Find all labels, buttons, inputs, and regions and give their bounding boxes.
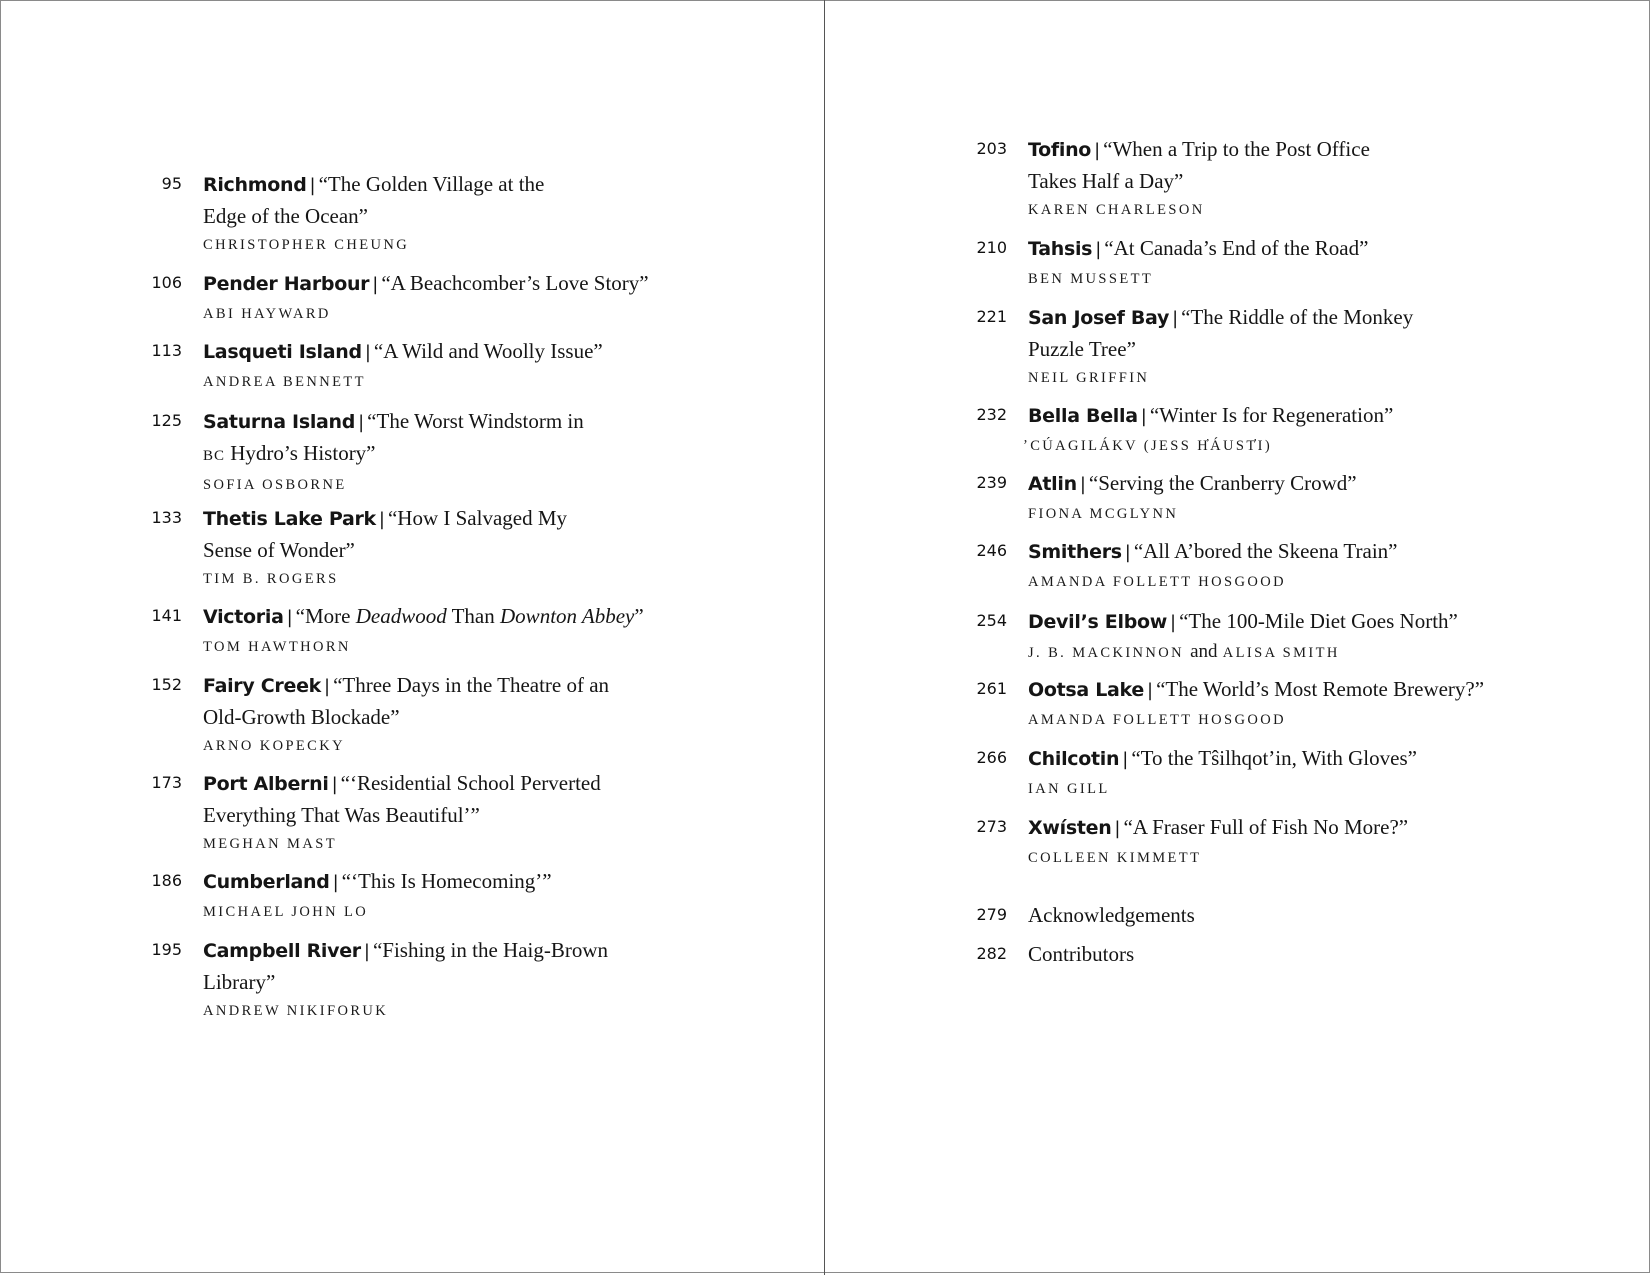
essay-title-line: “How I Salvaged My [387, 506, 568, 530]
author-name: J. B. MACKINNON [1028, 645, 1185, 661]
toc-entry[interactable] [965, 233, 1525, 293]
page-number: 95 [161, 174, 182, 193]
toc-entry[interactable] [140, 503, 700, 593]
separator: | [364, 342, 371, 363]
essay-title-line: “When a Trip to the Post Office [1103, 137, 1370, 161]
section-title: Acknowledgements [1028, 903, 1195, 927]
place-name: Tofino [1028, 139, 1092, 161]
author-name: CHRISTOPHER CHEUNG [203, 237, 410, 253]
essay-title-line: “Three Days in the Theatre of an [333, 673, 610, 697]
page-number: 246 [976, 541, 1007, 560]
page-number: 173 [151, 773, 182, 792]
separator: | [331, 774, 338, 795]
essay-title-part: Than [446, 604, 501, 628]
page-number: 106 [151, 273, 182, 292]
author-name: AMANDA FOLLETT HOSGOOD [1028, 574, 1286, 590]
author-name: AMANDA FOLLETT HOSGOOD [1028, 712, 1286, 728]
toc-entry[interactable] [965, 134, 1525, 224]
place-name: Smithers [1028, 541, 1122, 563]
author-name: MEGHAN MAST [203, 836, 337, 852]
toc-entry[interactable] [965, 400, 1525, 460]
separator: | [1124, 542, 1131, 563]
toc-entry[interactable] [140, 601, 700, 661]
author-name: IAN GILL [1028, 781, 1110, 797]
author-name: ALISA SMITH [1222, 645, 1340, 661]
essay-title-line: “Serving the Cranberry Crowd” [1088, 471, 1357, 495]
page-number: 203 [976, 139, 1007, 158]
author-name: NEIL GRIFFIN [1028, 370, 1150, 386]
place-name: Ootsa Lake [1028, 679, 1144, 701]
toc-entry[interactable] [140, 336, 700, 396]
essay-title-line: Old-Growth Blockade” [203, 705, 400, 729]
essay-title-line: Puzzle Tree” [1028, 337, 1136, 361]
author-conjunction: and [1190, 641, 1218, 662]
separator: | [1079, 474, 1086, 495]
toc-entry[interactable] [140, 935, 700, 1025]
separator: | [378, 509, 385, 530]
essay-title-line: “All A’bored the Skeena Train” [1133, 539, 1398, 563]
place-name: Devil’s Elbow [1028, 611, 1168, 633]
author-name: ARNO KOPECKY [203, 738, 345, 754]
section-title: Contributors [1028, 942, 1135, 966]
essay-title-italic: Downton Abbey [500, 604, 635, 628]
author-name: BEN MUSSETT [1028, 271, 1154, 287]
place-name: Cumberland [203, 871, 330, 893]
separator: | [309, 175, 316, 196]
page-number: 125 [151, 411, 182, 430]
page-number: 210 [976, 238, 1007, 257]
essay-title-line: “At Canada’s End of the Road” [1104, 236, 1369, 260]
essay-title-line: Hydro’s History” [225, 441, 376, 465]
essay-title-line: Library” [203, 970, 276, 994]
author-name: TIM B. ROGERS [203, 571, 339, 587]
author-name: TOM HAWTHORN [203, 639, 351, 655]
essay-title-line: Everything That Was Beautiful’” [203, 803, 480, 827]
essay-title-line: “Fishing in the Haig-Brown [372, 938, 609, 962]
separator: | [1140, 406, 1147, 427]
essay-title-line: “‘This Is Homecoming’” [341, 869, 552, 893]
place-name: San Josef Bay [1028, 307, 1170, 329]
essay-title-line: “The World’s Most Remote Brewery?” [1156, 677, 1485, 701]
separator: | [286, 607, 293, 628]
place-name: Lasqueti Island [203, 341, 362, 363]
separator: | [324, 676, 331, 697]
place-name: Tahsis [1028, 238, 1093, 260]
page-number: 282 [976, 944, 1007, 963]
essay-title-part: “More [295, 604, 356, 628]
essay-title-line: “To the Tŝilhqot’in, With Gloves” [1131, 746, 1417, 770]
page-number: 273 [976, 817, 1007, 836]
author-name: SOFIA OSBORNE [203, 477, 347, 493]
separator: | [1122, 749, 1129, 770]
author-name: ABI HAYWARD [203, 306, 331, 322]
separator: | [1114, 818, 1121, 839]
place-name: Xwísten [1028, 817, 1112, 839]
page-number: 133 [151, 508, 182, 527]
place-name: Thetis Lake Park [203, 508, 376, 530]
toc-entry-acknowledgements[interactable] [965, 900, 1525, 930]
toc-entry[interactable] [965, 468, 1525, 528]
toc-entry[interactable] [965, 606, 1525, 667]
toc-entry[interactable] [140, 406, 700, 499]
toc-entry[interactable] [140, 866, 700, 926]
separator: | [1095, 239, 1102, 260]
essay-title-line: “‘Residential School Perverted [340, 771, 601, 795]
separator: | [1172, 308, 1179, 329]
toc-entry[interactable] [965, 812, 1525, 872]
page-number: 152 [151, 675, 182, 694]
page-number: 221 [976, 307, 1007, 326]
essay-title-line: “A Wild and Woolly Issue” [373, 339, 603, 363]
toc-entry-contributors[interactable] [965, 939, 1525, 969]
essay-title-line: “The Worst Windstorm in [367, 409, 584, 433]
essay-title-line: “The Riddle of the Monkey [1181, 305, 1414, 329]
essay-title-line: Takes Half a Day” [1028, 169, 1184, 193]
page-number: 254 [976, 611, 1007, 630]
place-name: Bella Bella [1028, 405, 1138, 427]
author-name: ANDREW NIKIFORUK [203, 1003, 389, 1019]
page-number: 266 [976, 748, 1007, 767]
toc-entry[interactable] [965, 536, 1525, 596]
toc-entry[interactable] [965, 302, 1525, 392]
essay-title-line: “Winter Is for Regeneration” [1149, 403, 1394, 427]
toc-entry[interactable] [965, 674, 1525, 734]
separator: | [372, 274, 379, 295]
essay-title-line: Edge of the Ocean” [203, 204, 368, 228]
separator: | [1146, 680, 1154, 701]
author-name: ANDREA BENNETT [203, 374, 366, 390]
essay-title-line: “A Beachcomber’s Love Story” [381, 271, 649, 295]
separator: | [363, 941, 370, 962]
toc-entry[interactable] [140, 768, 700, 858]
author-name: MICHAEL JOHN LO [203, 904, 369, 920]
page-number: 113 [151, 341, 182, 360]
place-name: Port Alberni [203, 773, 329, 795]
separator: | [1170, 612, 1177, 633]
separator: | [1094, 140, 1101, 161]
separator: | [358, 412, 365, 433]
toc-entry[interactable] [140, 268, 700, 328]
author-name: KAREN CHARLESON [1028, 202, 1205, 218]
place-name: Victoria [203, 606, 284, 628]
page-number: 261 [976, 679, 1007, 698]
essay-title-abbrev: BC [203, 448, 226, 464]
place-name: Fairy Creek [203, 675, 321, 697]
essay-title-italic: Deadwood [355, 604, 447, 628]
place-name: Campbell River [203, 940, 361, 962]
toc-entry[interactable] [965, 743, 1525, 803]
essay-title-line: “A Fraser Full of Fish No More?” [1123, 815, 1409, 839]
author-name: COLLEEN KIMMETT [1028, 850, 1202, 866]
page-number: 141 [151, 606, 182, 625]
place-name: Chilcotin [1028, 748, 1120, 770]
essay-title-line: “The 100-Mile Diet Goes North” [1179, 609, 1458, 633]
place-name: Pender Harbour [203, 273, 370, 295]
toc-entry[interactable] [140, 670, 700, 760]
essay-title-part: ” [634, 604, 644, 628]
place-name: Atlin [1028, 473, 1077, 495]
essay-title-line: Sense of Wonder” [203, 538, 355, 562]
place-name: Richmond [203, 174, 307, 196]
toc-entry[interactable] [140, 169, 700, 259]
page-number: 279 [976, 905, 1007, 924]
essay-title-line: “The Golden Village at the [318, 172, 545, 196]
place-name: Saturna Island [203, 411, 356, 433]
page-number: 239 [976, 473, 1007, 492]
page-number: 186 [151, 871, 182, 890]
author-line [1028, 638, 1525, 667]
page-gutter-divider [824, 0, 825, 1275]
page-number: 195 [151, 940, 182, 959]
author-name: FIONA MCGLYNN [1028, 506, 1179, 522]
author-name: ʼCÚAGILÁKV (JESS H̓ÁUST̓I) [1023, 438, 1273, 454]
separator: | [332, 872, 339, 893]
page-number: 232 [976, 405, 1007, 424]
